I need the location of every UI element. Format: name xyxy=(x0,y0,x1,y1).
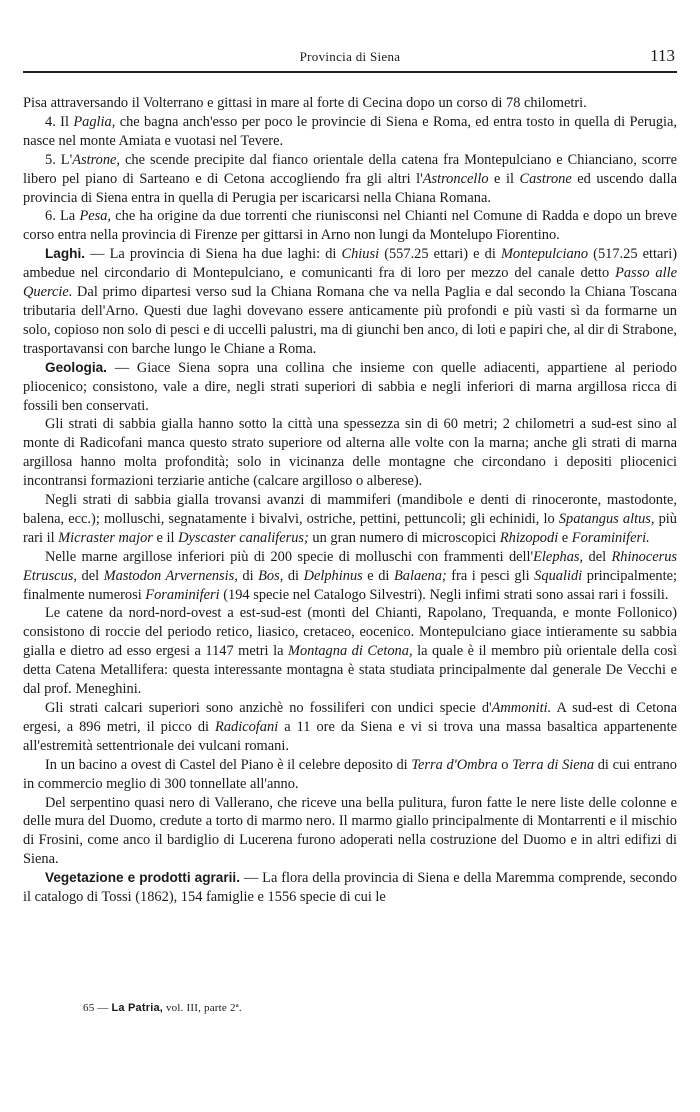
text-run: A sud-est di Cetona ergesi, a 896 metri, il picco di xyxy=(23,700,678,735)
italic-text: Micraster major xyxy=(58,529,153,546)
text-run: del xyxy=(583,548,612,565)
paragraph xyxy=(23,245,677,358)
text-run: più rari il xyxy=(23,510,677,546)
header-rule xyxy=(23,71,677,73)
paragraph xyxy=(23,794,677,870)
text-run: di cui entrano in commercio meglio di 300 tonnellate all'anno. xyxy=(23,756,677,792)
italic-text: Bos, xyxy=(258,567,284,584)
italic-text: Terra d'Ombra xyxy=(411,756,498,773)
italic-text: Mastodon Arvernensis, xyxy=(103,567,238,584)
body-text xyxy=(23,94,677,907)
paragraph xyxy=(23,756,677,794)
text-run: e il xyxy=(152,529,179,546)
paragraph xyxy=(23,415,677,491)
running-title: Provincia di Siena xyxy=(299,49,401,64)
text-run: Nelle marne argillose inferiori più di 200 specie di molluschi con frammenti dell' xyxy=(45,548,534,565)
italic-text: Passo alle Quercie. xyxy=(23,265,677,301)
text-run: 5. L' xyxy=(45,151,73,168)
italic-text: Ammoniti. xyxy=(491,700,552,716)
text-run: (517.25 ettari) ambedue nel circondario di Montepulciano, e comunicanti fra di loro per mezzo del canale detto xyxy=(23,246,677,282)
paragraph xyxy=(23,699,677,756)
footer-signature: 65 — xyxy=(83,1002,112,1014)
text-run: e xyxy=(558,529,572,546)
italic-text: Foraminiferi. xyxy=(571,529,650,546)
italic-text: Paglia, xyxy=(73,113,116,130)
italic-text: Montagna di Cetona, xyxy=(287,643,413,660)
text-run: del xyxy=(76,567,104,584)
italic-text: Astrone, xyxy=(72,151,121,168)
text-run: che scende precipite dal fianco orientale della catena fra Montepulciano e Chianciano, scorre libero pel piano di Sarteano e di Cetona accogliendo fra gli altri l' xyxy=(23,151,677,187)
italic-text: Montepulciano xyxy=(500,246,589,263)
paragraph xyxy=(23,113,677,151)
italic-text: Pesa, xyxy=(79,208,112,225)
italic-text: Elephas, xyxy=(533,548,584,565)
running-header xyxy=(23,46,677,68)
text-run: e di xyxy=(362,567,394,584)
text-run: ed uscendo dalla provincia di Siena entra in quella di Perugia per iscaricarsi nella Chiana Romana. xyxy=(23,170,678,206)
section-heading: Geologia. xyxy=(45,359,107,375)
paragraph xyxy=(23,869,677,907)
text-run: (194 specie nel Catalogo Silvestri). Negli infimi strati sono assai rari i fossili. xyxy=(219,586,669,603)
section-heading: Vegetazione e prodotti agrarii. xyxy=(45,870,240,886)
text-run: la quale è il membro più orientale della così detta Catena Metallifera: questa interessante montagna è stata studiata principalmente dal generale De Vecchi e dal prof. Meneghini. xyxy=(23,643,677,698)
text-run: di xyxy=(283,567,304,584)
text-run: Del serpentino quasi nero di Vallerano, che riceve una bella pulitura, furon fatte le nere liste delle colonne e delle mura del Duomo, credute a torto di marmo nero. Il marmo giallo principalmente di Montarrenti e il mischio di Frosini, come anco il bardiglio di Lucerena furono adoperati nella costruzione del Duomo e in altri edifizi di Siena. xyxy=(23,794,677,868)
italic-text: Castrone xyxy=(519,170,572,187)
text-run: — La provincia di Siena ha due laghi: di xyxy=(85,246,342,263)
text-run: Gli strati di sabbia gialla hanno sotto la città una spessezza sin di 60 metri; 2 chilometri a sud-est sino al monte di Radicofani manca questo strato superiore od alterna alle volte con la marna; anche gli strati di marna argillosa hanno molta profondità; solo in vicinanza delle montagne che circondano i depositi pliocenici incontransi formazioni terziarie antiche (calcare argilloso o alberese). xyxy=(23,416,677,490)
paragraph xyxy=(23,548,677,605)
text-run: principalmente; finalmente numerosi xyxy=(23,567,678,603)
text-run: — Giace Siena sopra una collina che insieme con quelle adiacenti, appartiene al periodo pliocenico; consistono, vale a dire, negli strati superiori di sabbia e negli inferiori di marna argillosa ricca di fossili ben conservati. xyxy=(23,359,677,414)
text-run: che ha origine da due torrenti che riunisconsi nel Chianti nel Comune di Radda e dopo un breve corso entra nella provincia di Firenze per gittarsi in Arno non lungi da Montelupo Fiorentino. xyxy=(23,208,678,244)
paragraph xyxy=(23,604,677,699)
italic-text: Balaena; xyxy=(393,567,447,584)
paragraph xyxy=(23,94,677,113)
text-run: 4. Il xyxy=(45,113,74,130)
paragraph xyxy=(23,207,677,245)
italic-text: Delphinus xyxy=(303,567,363,584)
italic-text: Terra di Siena xyxy=(512,756,595,773)
footer-work-title: La Patria, xyxy=(111,1002,164,1014)
italic-text: Astroncello xyxy=(422,170,489,187)
italic-text: Foraminiferi xyxy=(145,586,220,603)
page-number: 113 xyxy=(650,46,675,65)
text-run: — La flora della provincia di Siena e della Maremma comprende, secondo il catalogo di Tossi (1862), 154 famiglie e 1556 specie di cui le xyxy=(23,870,677,906)
paragraph xyxy=(23,359,677,416)
section-heading: Laghi. xyxy=(45,246,86,262)
text-run: a 11 ore da Siena e vi si trova una massa basaltica appartenente all'estremità settentrionale dei vulcani romani. xyxy=(23,718,677,754)
text-run: Negli strati di sabbia gialla trovansi avanzi di mammiferi (mandibole e denti di rinoceronte, mastodonte, balena, ecc.); molluschi, segnatamente i bivalvi, ostriche, pettini, pettuncoli; gli echinidi, lo xyxy=(23,492,677,527)
italic-text: Spatangus altus, xyxy=(558,510,655,527)
text-run: un gran numero di microscopici xyxy=(308,529,500,546)
italic-text: Dyscaster canaliferus; xyxy=(178,529,309,546)
italic-text: Rhinocerus Etruscus, xyxy=(23,548,678,584)
text-run: che bagna anch'esso per poco le provincie di Siena e Roma, ed entra tosto in quella di Perugia, nasce nel monte Amiata e vuotasi nel Tevere. xyxy=(23,113,678,149)
text-run: di xyxy=(237,567,259,584)
text-run: In un bacino a ovest di Castel del Piano è il celebre deposito di xyxy=(45,756,412,773)
page-footer xyxy=(83,1002,242,1014)
text-run: o xyxy=(497,756,513,773)
text-run: e il xyxy=(488,170,520,187)
italic-text: Chiusi xyxy=(341,246,380,263)
text-run: fra i pesci gli xyxy=(446,567,535,584)
italic-text: Radicofani xyxy=(215,718,279,735)
text-run: Le catene da nord-nord-ovest a est-sud-est (monti del Chianti, Rapolano, Trequanda, e monte Follonico) consistono di roccie del periodo retico, liasico, cretaceo, eocenico. Montepulciano giace intieramente su sabbia gialla e dietro ad esso ergesi a 1147 metri la xyxy=(23,605,677,660)
text-run: (557.25 ettari) e di xyxy=(379,246,501,263)
text-run: 6. La xyxy=(45,208,80,225)
paragraph xyxy=(23,491,677,548)
paragraph xyxy=(23,151,677,208)
footer-volume: vol. III, parte 2ª. xyxy=(163,1002,242,1014)
text-run: Dal primo dipartesi verso sud la Chiana Romana che va nella Paglia e dal secondo la Chiana Toscana tributaria dell'Arno. Questi due laghi dovevano essere anticamente più profondi e più vasti sì da formarne un solo, copioso non solo di pesci e di uccelli palustri, ma di giunchi ben anco, di loti e papiri che, al dir di Strabone, trasportavansi con barche lungo le Chiane a Roma. xyxy=(23,284,677,357)
italic-text: Squalidi xyxy=(534,567,583,584)
text-run: Pisa attraversando il Volterrano e gittasi in mare al forte di Cecina dopo un corso di 78 chilometri. xyxy=(23,95,587,111)
text-run: Gli strati calcari superiori sono anzichè no fossiliferi con undici specie d' xyxy=(45,700,492,716)
italic-text: Rhizopodi xyxy=(499,529,559,546)
